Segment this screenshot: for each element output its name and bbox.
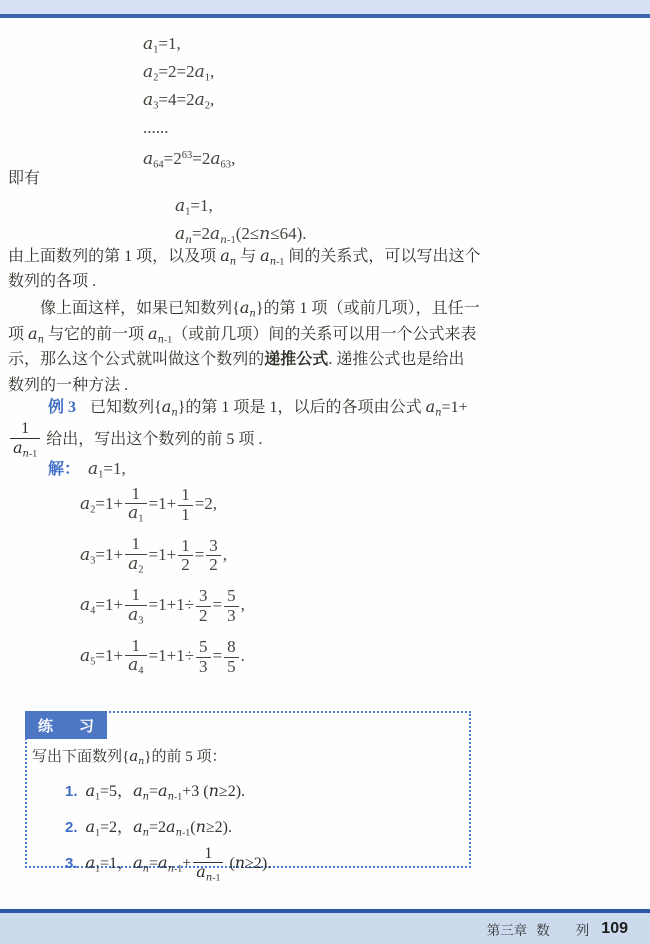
equation-line: $a_{64}=2^{63}=2a_{63}$, [143,148,236,171]
solution-label: 解： [48,461,81,478]
solution-equation: $a_2=1+$ $\frac{1}{a_1}$ =1+ $\frac{1}{1}$ =2, [80,483,218,525]
connector-text: 即有 [8,170,41,187]
example-3 [8,394,488,460]
equation-block-recursive [175,192,306,248]
exercise-item [65,816,469,844]
equation-line: $a_n=2a_{n-1}(2\le n\le 64)$. [175,224,307,246]
exercise-badge-char: 习 [78,717,94,735]
item-formula: $a_1=5$，$a_n=a_{n-1}+3$ (n≥2). [85,781,246,803]
footer [487,913,628,944]
example-label: 例 3 [48,399,77,416]
solution-equation: $a_5=1+$ $\frac{1}{a_4}$ =1+1÷ $\frac{5}{3}$ = $\frac{8}{5}$ . [80,635,245,678]
example-line [8,394,488,420]
equation-line: $a_3=4=2a_2$, [143,90,215,112]
item-number: 3. [65,855,78,873]
solution-equation: $a_1=1$, [88,459,126,481]
page-number: 109 [601,919,628,937]
item-number: 2. [65,818,78,836]
solution-equations [80,484,245,687]
footer-chapter: 第三章 [486,922,528,938]
ellipsis-line: ...... [143,118,169,137]
paragraph-line: 示，那么这个公式就叫做这个数列的递推公式. 递推公式也是给出 [8,351,465,368]
item-formula: $a_1=1$，$a_n=a_{n-1}+$ $\frac{1}{a_{n-1}}$ (n≥2). [85,844,272,884]
top-rule [0,14,650,18]
paragraph-line: 像上面这样，如果已知数列$\{a_n\}$的第 1 项（或前几项），且任一 [40,298,480,320]
paragraph-line: 由上面数列的第 1 项，以及项 $a_n$ 与 $a_{n-1}$ 间的关系式，可以写出这个 [8,246,481,268]
exercise-intro: 写出下面数列$\{a_n\}$的前 5 项： [32,747,227,768]
item-formula: $a_1=2$，$a_n=2a_{n-1}(n\ge 2)$. [85,816,232,839]
equation-line: $a_2=2=2a_1$, [143,62,215,84]
paragraph-line: 数列的一种方法 . [8,377,129,394]
equation-block-initial [143,30,235,170]
exercise-badge-char: 练 [38,717,54,735]
footer-subject: 列 [575,922,590,938]
example-line: $\frac{1}{a_{n-1}}$ 给出，写出这个数列的前 5 项 . [8,420,488,460]
solution-equation: $a_4=1+$ $\frac{1}{a_3}$ =1+1÷ $\frac{3}{2}$ = $\frac{5}{3}$ , [80,584,245,627]
item-number: 1. [65,783,78,801]
paragraph-line: 项 $a_n$ 与它的前一项 $a_{n-1}$（或前几项）间的关系可以用一个公式来表 [8,324,477,346]
paragraph-line: 数列的各项 . [8,273,97,290]
solution-equation: $a_3=1+$ $\frac{1}{a_2}$ =1+ $\frac{1}{2}$ = $\frac{3}{2}$ , [80,534,228,576]
exercise-item [65,780,469,808]
exercise-box [25,711,471,884]
exercise-items [65,780,469,888]
paragraph-derivation [8,243,488,295]
exercise-badge [25,711,107,739]
example-statement: 已知数列$\{a_n\}$的第 1 项是 1，以后的各项由公式 $a_n=1+$ [90,397,468,419]
equation-line: $a_1=1$, [143,34,181,56]
equation-line: $a_1=1$, [175,196,213,218]
footer-subject: 数 [536,922,550,938]
top-band [0,0,650,14]
exercise-item [65,844,469,888]
paragraph-definition [8,295,488,399]
